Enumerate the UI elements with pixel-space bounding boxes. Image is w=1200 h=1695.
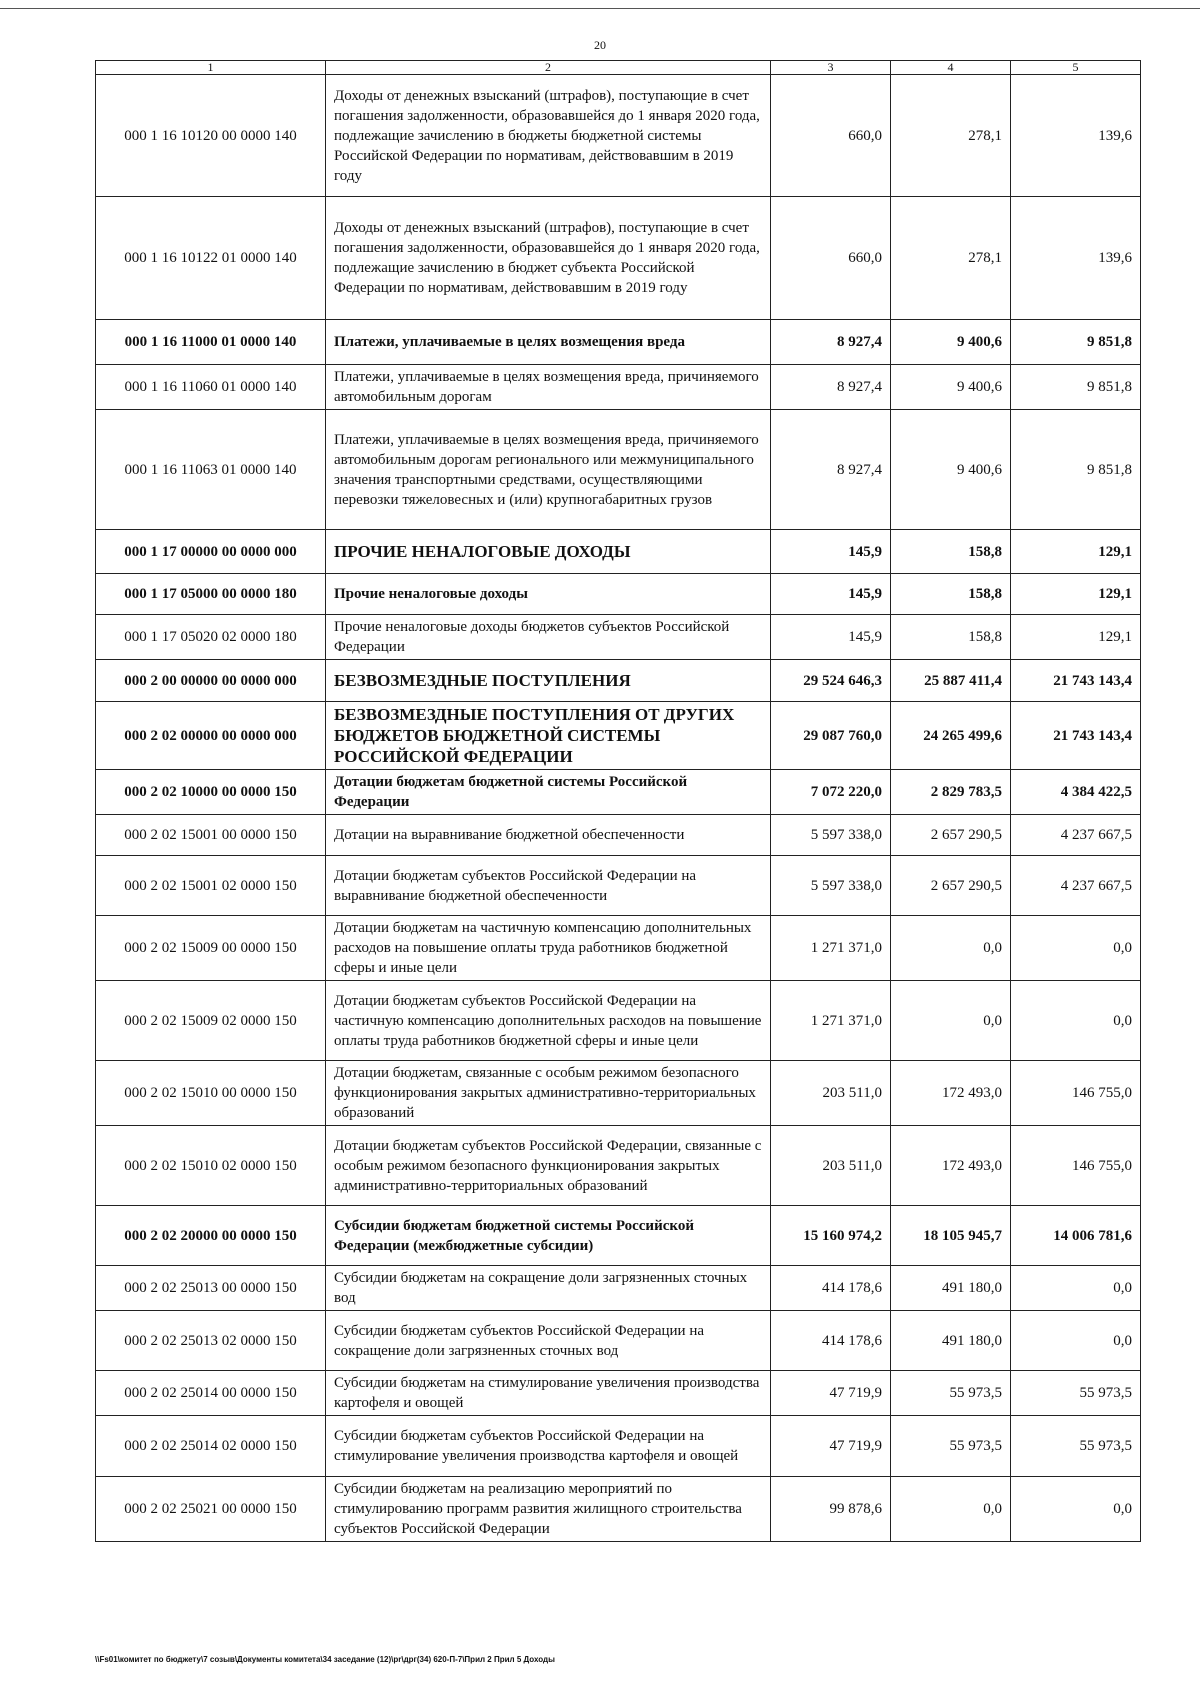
value-col4-cell: 278,1	[891, 75, 1011, 197]
value-col5-cell: 0,0	[1011, 916, 1141, 981]
description-cell: Субсидии бюджетам на сокращение доли загрязненных сточных вод	[326, 1266, 771, 1311]
value-col5-cell: 21 743 143,4	[1011, 660, 1141, 702]
table-row	[96, 320, 1141, 365]
value-col3-cell: 5 597 338,0	[771, 815, 891, 856]
value-col5-cell: 146 755,0	[1011, 1126, 1141, 1206]
table-row	[96, 1061, 1141, 1126]
value-col4-cell: 25 887 411,4	[891, 660, 1011, 702]
value-col4-cell: 278,1	[891, 197, 1011, 320]
value-col4-cell: 0,0	[891, 981, 1011, 1061]
value-col3-cell: 660,0	[771, 75, 891, 197]
description-cell: Дотации бюджетам субъектов Российской Федерации на частичную компенсацию дополнительных расходов на повышение оплаты труда работников бюджетной сферы и иные цели	[326, 981, 771, 1061]
value-col4-cell: 158,8	[891, 530, 1011, 574]
description-cell: Дотации бюджетам бюджетной системы Российской Федерации	[326, 770, 771, 815]
budget-code-cell: 000 2 02 15010 00 0000 150	[96, 1061, 326, 1126]
value-col3-cell: 29 087 760,0	[771, 702, 891, 770]
table-row	[96, 75, 1141, 197]
table-row	[96, 1416, 1141, 1477]
value-col3-cell: 1 271 371,0	[771, 916, 891, 981]
description-cell: Прочие неналоговые доходы	[326, 574, 771, 615]
value-col4-cell: 0,0	[891, 916, 1011, 981]
budget-code-cell: 000 1 17 05000 00 0000 180	[96, 574, 326, 615]
footer-file-path: \\Fs01\комитет по бюджету\7 созыв\Документы комитета\34 заседание (12)\pr\дрг(34) 620-П-7\Прил 2 Прил 5 Доходы	[95, 1655, 555, 1664]
description-cell: Субсидии бюджетам на реализацию мероприятий по стимулированию программ развития жилищного строительства субъектов Российской Федерации	[326, 1477, 771, 1542]
description-cell: Дотации бюджетам на частичную компенсацию дополнительных расходов на повышение оплаты труда работников бюджетной сферы и иные цели	[326, 916, 771, 981]
value-col3-cell: 29 524 646,3	[771, 660, 891, 702]
value-col4-cell: 18 105 945,7	[891, 1206, 1011, 1266]
value-col5-cell: 14 006 781,6	[1011, 1206, 1141, 1266]
table-row	[96, 1266, 1141, 1311]
budget-code-cell: 000 2 02 20000 00 0000 150	[96, 1206, 326, 1266]
value-col5-cell: 139,6	[1011, 197, 1141, 320]
value-col3-cell: 5 597 338,0	[771, 856, 891, 916]
budget-code-cell: 000 2 02 25014 00 0000 150	[96, 1371, 326, 1416]
value-col3-cell: 660,0	[771, 197, 891, 320]
description-cell: Дотации на выравнивание бюджетной обеспеченности	[326, 815, 771, 856]
value-col3-cell: 8 927,4	[771, 365, 891, 410]
value-col4-cell: 491 180,0	[891, 1266, 1011, 1311]
description-cell: Доходы от денежных взысканий (штрафов), поступающие в счет погашения задолженности, образовавшейся до 1 января 2020 года, подлежащие зачислению в бюджет субъекта Российской Федерации по нормативам, действовавшим в 2019 году	[326, 197, 771, 320]
table-row	[96, 1477, 1141, 1542]
value-col4-cell: 158,8	[891, 615, 1011, 660]
column-header-4: 4	[891, 61, 1011, 75]
value-col4-cell: 55 973,5	[891, 1416, 1011, 1477]
value-col5-cell: 55 973,5	[1011, 1371, 1141, 1416]
description-cell: Субсидии бюджетам бюджетной системы Российской Федерации (межбюджетные субсидии)	[326, 1206, 771, 1266]
value-col3-cell: 145,9	[771, 530, 891, 574]
table-row	[96, 365, 1141, 410]
description-cell: Субсидии бюджетам субъектов Российской Федерации на сокращение доли загрязненных сточных вод	[326, 1311, 771, 1371]
table-row	[96, 1126, 1141, 1206]
description-cell: Дотации бюджетам субъектов Российской Федерации на выравнивание бюджетной обеспеченности	[326, 856, 771, 916]
value-col4-cell: 2 829 783,5	[891, 770, 1011, 815]
value-col3-cell: 203 511,0	[771, 1061, 891, 1126]
table-row	[96, 615, 1141, 660]
description-cell: ПРОЧИЕ НЕНАЛОГОВЫЕ ДОХОДЫ	[326, 530, 771, 574]
budget-revenue-table	[95, 60, 1141, 1542]
table-row	[96, 770, 1141, 815]
table-row	[96, 530, 1141, 574]
value-col3-cell: 7 072 220,0	[771, 770, 891, 815]
value-col5-cell: 55 973,5	[1011, 1416, 1141, 1477]
budget-code-cell: 000 2 02 25013 02 0000 150	[96, 1311, 326, 1371]
table-row	[96, 197, 1141, 320]
value-col5-cell: 129,1	[1011, 530, 1141, 574]
value-col4-cell: 9 400,6	[891, 365, 1011, 410]
value-col5-cell: 4 237 667,5	[1011, 815, 1141, 856]
value-col5-cell: 146 755,0	[1011, 1061, 1141, 1126]
description-cell: Дотации бюджетам, связанные с особым режимом безопасного функционирования закрытых административно-территориальных образований	[326, 1061, 771, 1126]
value-col5-cell: 21 743 143,4	[1011, 702, 1141, 770]
description-cell: БЕЗВОЗМЕЗДНЫЕ ПОСТУПЛЕНИЯ ОТ ДРУГИХ БЮДЖЕТОВ БЮДЖЕТНОЙ СИСТЕМЫ РОССИЙСКОЙ ФЕДЕРАЦИИ	[326, 702, 771, 770]
value-col3-cell: 8 927,4	[771, 320, 891, 365]
value-col5-cell: 9 851,8	[1011, 365, 1141, 410]
value-col5-cell: 0,0	[1011, 1477, 1141, 1542]
value-col4-cell: 172 493,0	[891, 1061, 1011, 1126]
budget-code-cell: 000 2 02 15001 02 0000 150	[96, 856, 326, 916]
description-cell: Субсидии бюджетам субъектов Российской Федерации на стимулирование увеличения производства картофеля и овощей	[326, 1416, 771, 1477]
value-col4-cell: 491 180,0	[891, 1311, 1011, 1371]
value-col5-cell: 4 237 667,5	[1011, 856, 1141, 916]
budget-code-cell: 000 1 16 11063 01 0000 140	[96, 410, 326, 530]
column-number-row	[96, 61, 1141, 75]
value-col5-cell: 0,0	[1011, 981, 1141, 1061]
value-col4-cell: 2 657 290,5	[891, 856, 1011, 916]
budget-code-cell: 000 1 17 05020 02 0000 180	[96, 615, 326, 660]
value-col3-cell: 1 271 371,0	[771, 981, 891, 1061]
budget-code-cell: 000 1 16 10120 00 0000 140	[96, 75, 326, 197]
value-col5-cell: 139,6	[1011, 75, 1141, 197]
budget-code-cell: 000 1 16 10122 01 0000 140	[96, 197, 326, 320]
table-row	[96, 1371, 1141, 1416]
table-row	[96, 1311, 1141, 1371]
column-header-2: 2	[326, 61, 771, 75]
top-border-line	[0, 8, 1200, 9]
description-cell: Доходы от денежных взысканий (штрафов), поступающие в счет погашения задолженности, образовавшейся до 1 января 2020 года, подлежащие зачислению в бюджеты бюджетной системы Российской Федерации по нормативам, действовавшим в 2019 году	[326, 75, 771, 197]
value-col3-cell: 47 719,9	[771, 1416, 891, 1477]
budget-code-cell: 000 1 16 11000 01 0000 140	[96, 320, 326, 365]
budget-code-cell: 000 1 16 11060 01 0000 140	[96, 365, 326, 410]
table-row	[96, 660, 1141, 702]
budget-code-cell: 000 2 02 10000 00 0000 150	[96, 770, 326, 815]
budget-code-cell: 000 2 02 15010 02 0000 150	[96, 1126, 326, 1206]
value-col5-cell: 9 851,8	[1011, 410, 1141, 530]
value-col4-cell: 158,8	[891, 574, 1011, 615]
value-col4-cell: 55 973,5	[891, 1371, 1011, 1416]
budget-code-cell: 000 1 17 00000 00 0000 000	[96, 530, 326, 574]
table-row	[96, 1206, 1141, 1266]
value-col3-cell: 145,9	[771, 615, 891, 660]
table-row	[96, 574, 1141, 615]
value-col3-cell: 414 178,6	[771, 1311, 891, 1371]
budget-code-cell: 000 2 02 15001 00 0000 150	[96, 815, 326, 856]
description-cell: Платежи, уплачиваемые в целях возмещения вреда, причиняемого автомобильным дорогам	[326, 365, 771, 410]
value-col4-cell: 172 493,0	[891, 1126, 1011, 1206]
value-col4-cell: 9 400,6	[891, 410, 1011, 530]
budget-code-cell: 000 2 02 25013 00 0000 150	[96, 1266, 326, 1311]
table-row	[96, 981, 1141, 1061]
value-col5-cell: 0,0	[1011, 1311, 1141, 1371]
column-header-5: 5	[1011, 61, 1141, 75]
value-col5-cell: 129,1	[1011, 574, 1141, 615]
value-col5-cell: 9 851,8	[1011, 320, 1141, 365]
value-col4-cell: 0,0	[891, 1477, 1011, 1542]
table-row	[96, 815, 1141, 856]
value-col3-cell: 414 178,6	[771, 1266, 891, 1311]
value-col4-cell: 24 265 499,6	[891, 702, 1011, 770]
budget-code-cell: 000 2 02 00000 00 0000 000	[96, 702, 326, 770]
description-cell: БЕЗВОЗМЕЗДНЫЕ ПОСТУПЛЕНИЯ	[326, 660, 771, 702]
column-header-3: 3	[771, 61, 891, 75]
description-cell: Дотации бюджетам субъектов Российской Федерации, связанные с особым режимом безопасного функционирования закрытых административно-территориальных образований	[326, 1126, 771, 1206]
value-col4-cell: 9 400,6	[891, 320, 1011, 365]
value-col3-cell: 145,9	[771, 574, 891, 615]
value-col5-cell: 0,0	[1011, 1266, 1141, 1311]
description-cell: Платежи, уплачиваемые в целях возмещения вреда	[326, 320, 771, 365]
table-body	[96, 61, 1141, 1542]
table-row	[96, 856, 1141, 916]
value-col3-cell: 47 719,9	[771, 1371, 891, 1416]
budget-code-cell: 000 2 02 25014 02 0000 150	[96, 1416, 326, 1477]
description-cell: Платежи, уплачиваемые в целях возмещения вреда, причиняемого автомобильным дорогам регионального или межмуниципального значения транспортными средствами, осуществляющими перевозки тяжеловесных и (или) крупногабаритных грузов	[326, 410, 771, 530]
value-col3-cell: 99 878,6	[771, 1477, 891, 1542]
budget-code-cell: 000 2 00 00000 00 0000 000	[96, 660, 326, 702]
value-col3-cell: 15 160 974,2	[771, 1206, 891, 1266]
value-col3-cell: 8 927,4	[771, 410, 891, 530]
table-row	[96, 702, 1141, 770]
column-header-1: 1	[96, 61, 326, 75]
table-row	[96, 410, 1141, 530]
table-row	[96, 916, 1141, 981]
page-number: 20	[594, 38, 606, 52]
budget-code-cell: 000 2 02 25021 00 0000 150	[96, 1477, 326, 1542]
budget-code-cell: 000 2 02 15009 02 0000 150	[96, 981, 326, 1061]
value-col5-cell: 4 384 422,5	[1011, 770, 1141, 815]
value-col4-cell: 2 657 290,5	[891, 815, 1011, 856]
description-cell: Субсидии бюджетам на стимулирование увеличения производства картофеля и овощей	[326, 1371, 771, 1416]
description-cell: Прочие неналоговые доходы бюджетов субъектов Российской Федерации	[326, 615, 771, 660]
value-col3-cell: 203 511,0	[771, 1126, 891, 1206]
value-col5-cell: 129,1	[1011, 615, 1141, 660]
budget-code-cell: 000 2 02 15009 00 0000 150	[96, 916, 326, 981]
